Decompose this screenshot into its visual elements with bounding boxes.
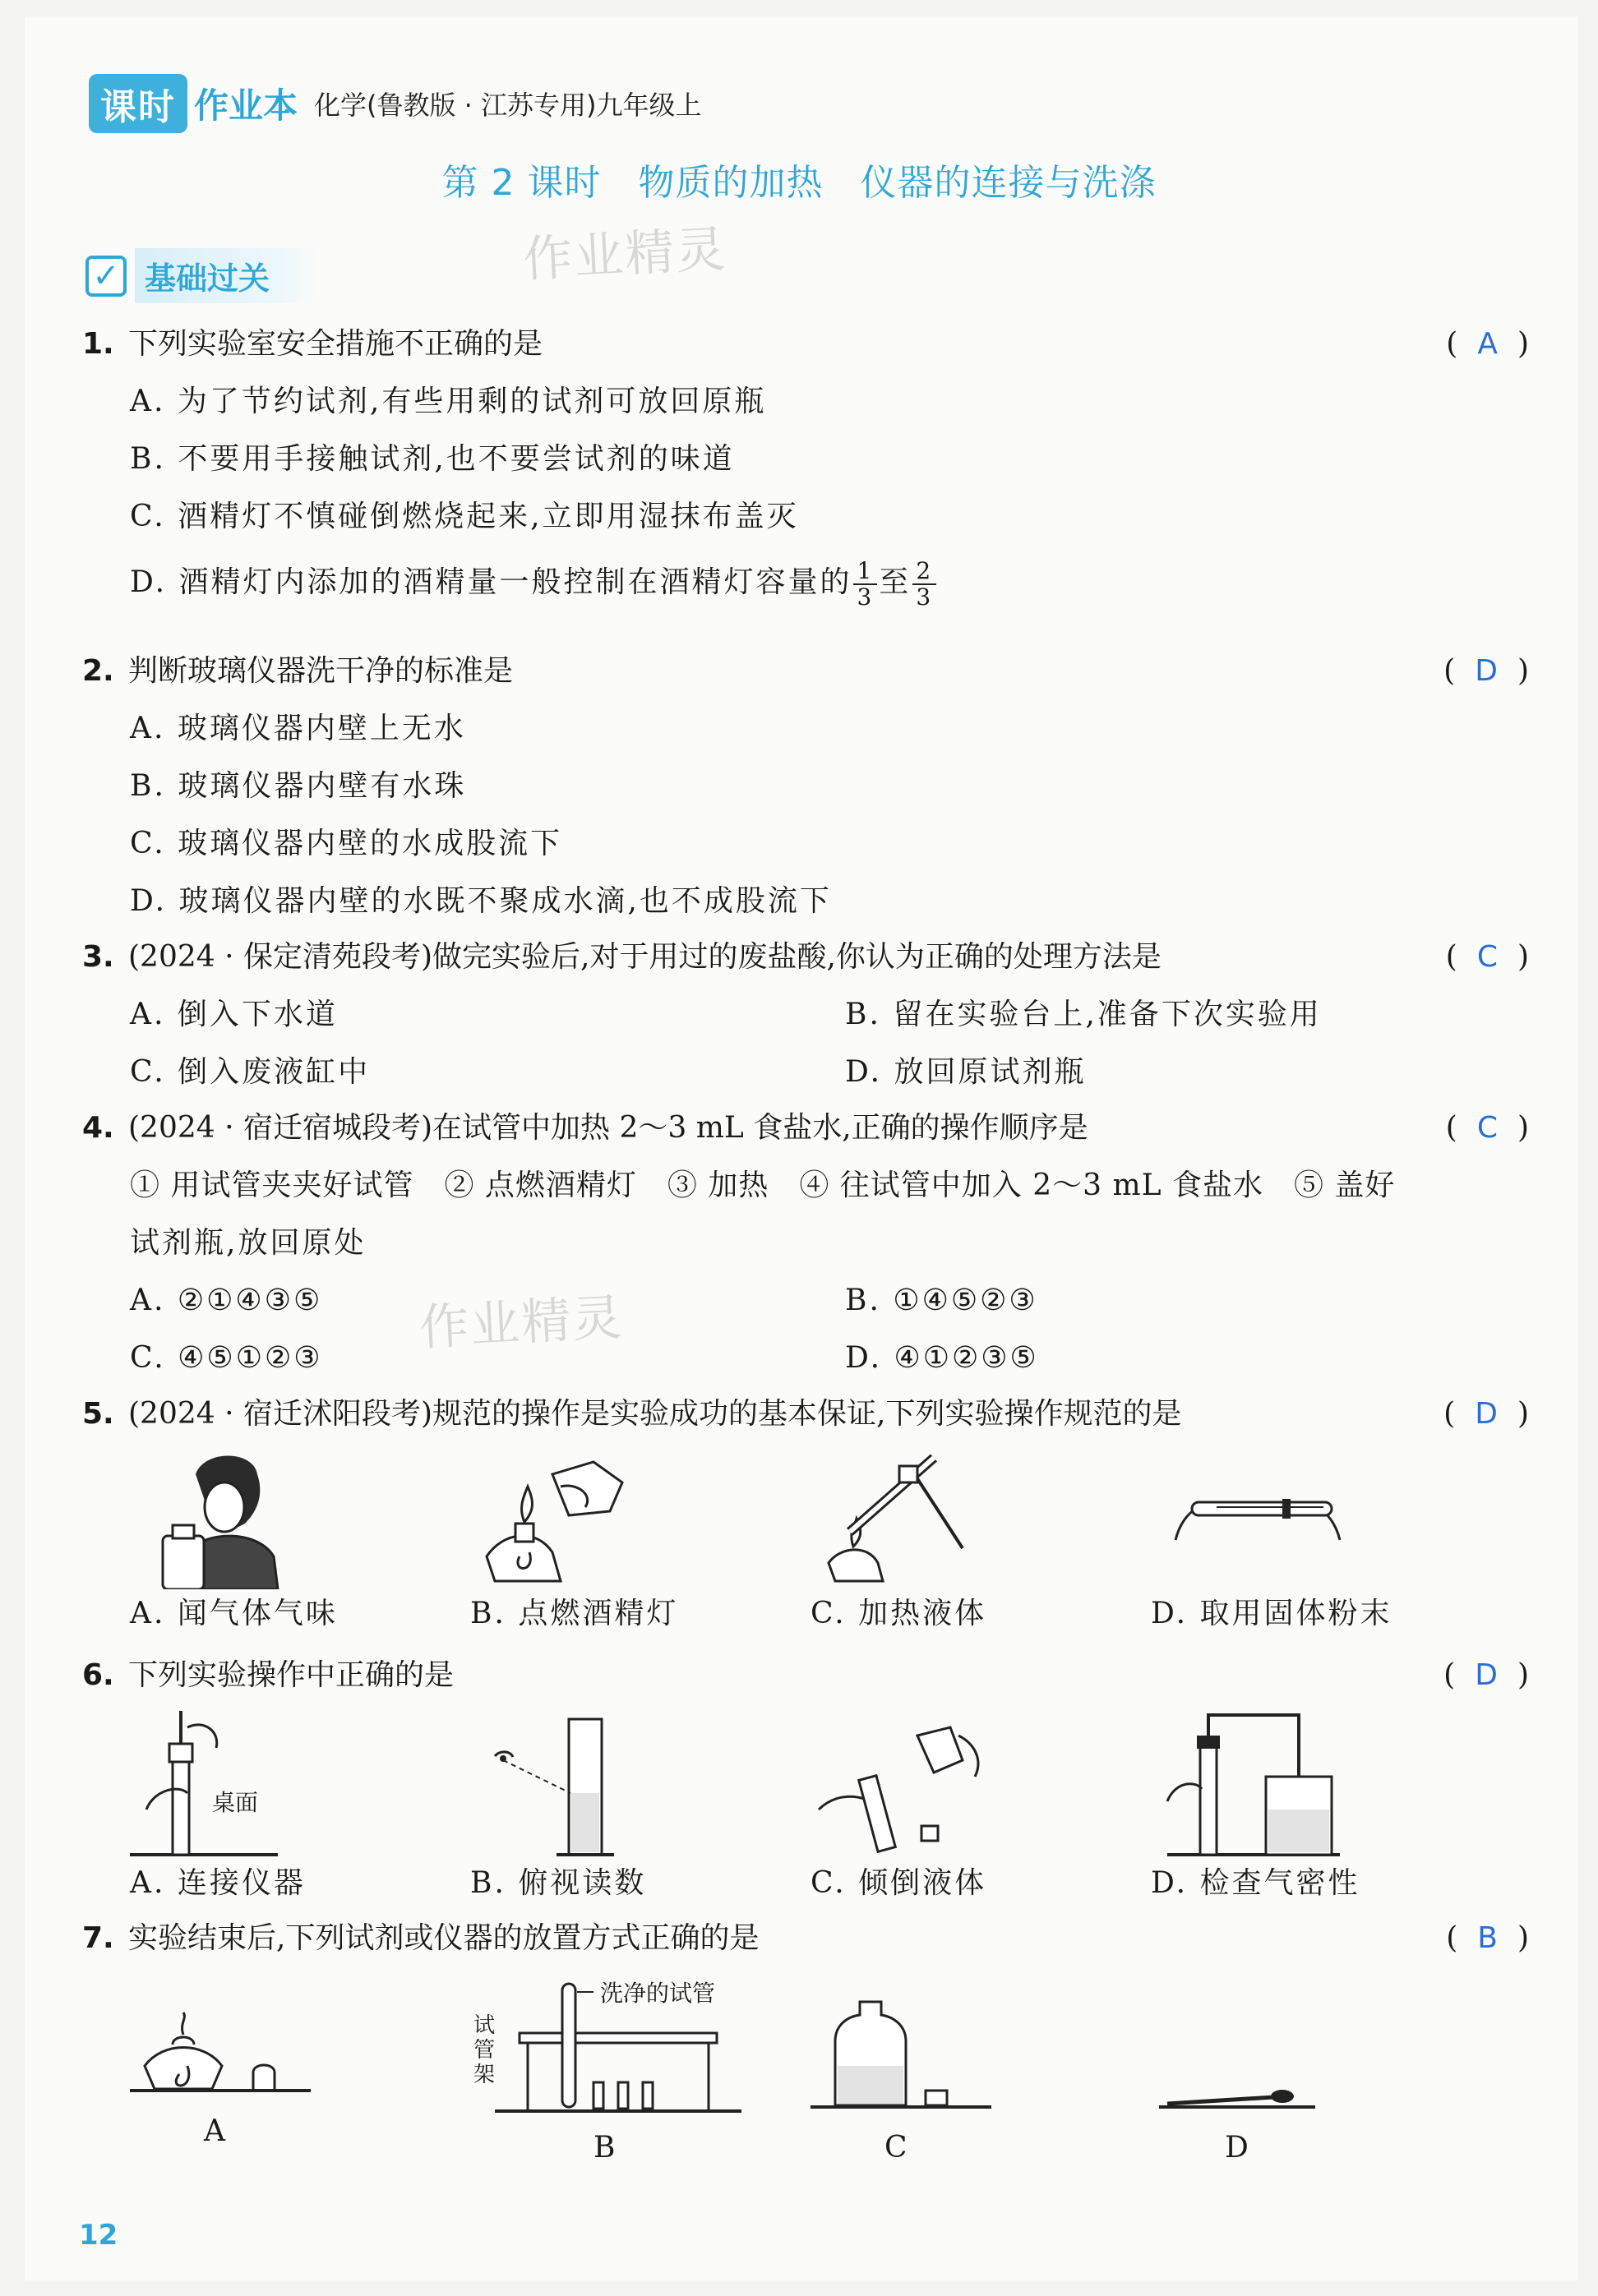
question-stem: (2024 · 宿迁宿城段考)在试管中加热 2～3 mL 食盐水,正确的操作顺序是 xyxy=(128,1111,1088,1145)
person-smelling-icon xyxy=(130,1450,294,1589)
figure-caption: A xyxy=(204,2114,225,2148)
fraction-denominator: 3 xyxy=(916,583,934,611)
option: D. ④①②③⑤ xyxy=(845,1341,1039,1375)
figure-heat-liquid xyxy=(811,1450,1151,1639)
question-5 xyxy=(82,1385,1529,1639)
question-number: 2. xyxy=(82,654,114,688)
reagent-bottle-icon xyxy=(811,1976,991,2123)
answer-bracket: ( D ) xyxy=(1443,1397,1529,1431)
fraction xyxy=(853,559,877,610)
answer-letter: A xyxy=(1477,327,1498,361)
option: B. ①④⑤②③ xyxy=(845,1284,1038,1317)
question-2 xyxy=(82,643,1529,930)
answer-letter: D xyxy=(1475,1658,1498,1692)
answer-bracket: ( C ) xyxy=(1445,1111,1529,1145)
option: D. 玻璃仪器内壁的水既不聚成水滴,也不成股流下 xyxy=(130,884,832,918)
option: A. 倒入下水道 xyxy=(130,998,338,1031)
option: C. 倒入废液缸中 xyxy=(130,1055,371,1089)
brand xyxy=(89,74,298,133)
figure-check-airtight xyxy=(1151,1711,1491,1908)
option: A. 玻璃仪器内壁上无水 xyxy=(130,712,466,745)
fraction-denominator: 3 xyxy=(857,583,875,611)
figure-reagent-bottle xyxy=(811,1976,1151,2173)
option: C. ④⑤①②③ xyxy=(130,1341,323,1375)
question-stem: 实验结束后,下列试剂或仪器的放置方式正确的是 xyxy=(128,1921,760,1955)
page-number: 12 xyxy=(79,2219,118,2252)
answer-letter: C xyxy=(1476,940,1498,974)
figure-caption: B xyxy=(593,2131,616,2165)
figure-alcohol-lamp xyxy=(130,1976,470,2173)
section-label: 基础过关 xyxy=(135,248,319,303)
option: A. ②①④③⑤ xyxy=(130,1284,323,1317)
option: A. 为了节约试剂,有些用剩的试剂可放回原瓶 xyxy=(130,385,767,418)
figure-test-tube-rack xyxy=(470,1976,811,2173)
section-tag xyxy=(85,248,319,303)
figure-caption: D xyxy=(1225,2131,1249,2165)
question-4 xyxy=(82,1100,1529,1387)
fraction-numerator: 1 xyxy=(853,559,877,585)
figure-dropper xyxy=(1151,1976,1491,2173)
figure-take-powder xyxy=(1151,1450,1491,1639)
question-stem: 判断玻璃仪器洗干净的标准是 xyxy=(128,654,514,688)
watermark: 作业精灵 xyxy=(521,220,728,289)
question-stem: (2024 · 宿迁沭阳段考)规范的操作是实验成功的基本保证,下列实验操作规范的是 xyxy=(128,1397,1182,1431)
figure-caption: D. 取用固体粉末 xyxy=(1151,1597,1392,1630)
steps-line: 试剂瓶,放回原处 xyxy=(130,1226,367,1260)
rack-label: 试管架 xyxy=(473,2013,496,2087)
alcohol-lamp-icon xyxy=(470,1450,635,1589)
option: B. 不要用手接触试剂,也不要尝试剂的味道 xyxy=(130,442,735,476)
figure-caption: B. 俯视读数 xyxy=(470,1866,647,1900)
option-text: D. 酒精灯内添加的酒精量一般控制在酒精灯容量的 xyxy=(130,565,852,599)
question-stem: 下列实验室安全措施不正确的是 xyxy=(128,327,543,361)
fraction-separator: 至 xyxy=(879,565,912,599)
answer-bracket: ( D ) xyxy=(1443,1658,1529,1692)
option: B. 玻璃仪器内壁有水珠 xyxy=(130,769,467,803)
brand-logo: 课时 xyxy=(89,74,187,133)
question-6 xyxy=(82,1647,1529,1908)
test-tube-heating-icon xyxy=(811,1450,975,1589)
question-number: 4. xyxy=(82,1111,114,1145)
pour-liquid-icon xyxy=(811,1711,991,1859)
dropper-icon xyxy=(1151,1976,1332,2123)
clean-tube-label: 洗净的试管 xyxy=(600,1980,716,2007)
powder-trough-icon xyxy=(1151,1450,1365,1589)
lesson-title: 第 2 课时 物质的加热 仪器的连接与洗涤 xyxy=(441,162,1157,204)
answer-bracket: ( A ) xyxy=(1446,327,1529,361)
subject-line: 化学(鲁教版 · 江苏专用)九年级上 xyxy=(314,90,702,121)
question-1 xyxy=(82,316,1529,620)
figure-connect-instrument xyxy=(130,1711,470,1908)
answer-letter: D xyxy=(1475,654,1498,688)
desk-label: 桌面 xyxy=(212,1789,259,1816)
option xyxy=(82,546,1513,620)
figure-smell-gas xyxy=(130,1450,470,1639)
header xyxy=(89,74,702,133)
figure-caption: C xyxy=(884,2131,908,2165)
figure-caption: A. 连接仪器 xyxy=(130,1866,306,1900)
question-stem: (2024 · 保定清苑段考)做完实验后,对于用过的废盐酸,你认为正确的处理方法是 xyxy=(128,940,1162,974)
figure-pour-liquid xyxy=(811,1711,1151,1908)
question-stem: 下列实验操作中正确的是 xyxy=(128,1658,455,1692)
option: C. 玻璃仪器内壁的水成股流下 xyxy=(130,827,563,860)
option: D. 放回原试剂瓶 xyxy=(845,1055,1087,1089)
figure-caption: B. 点燃酒精灯 xyxy=(470,1597,679,1630)
figure-caption: D. 检查气密性 xyxy=(1151,1866,1360,1900)
question-number: 7. xyxy=(82,1921,114,1955)
answer-letter: C xyxy=(1476,1111,1498,1145)
brand-text: 作业本 xyxy=(194,85,298,126)
question-number: 3. xyxy=(82,940,114,974)
fraction-numerator: 2 xyxy=(912,559,936,585)
airtightness-apparatus-icon xyxy=(1151,1711,1340,1859)
question-number: 1. xyxy=(82,327,114,361)
watermark: 作业精灵 xyxy=(418,1289,625,1358)
figure-light-lamp xyxy=(470,1450,811,1639)
fraction xyxy=(912,559,936,610)
answer-letter: B xyxy=(1477,1921,1498,1955)
question-3 xyxy=(82,929,1529,1101)
steps-line: ① 用试管夹夹好试管 ② 点燃酒精灯 ③ 加热 ④ 往试管中加入 2～3 mL 食盐水 ⑤ 盖好 xyxy=(130,1169,1396,1202)
question-number: 6. xyxy=(82,1658,114,1692)
graduated-cylinder-icon xyxy=(470,1711,635,1859)
option: B. 留在实验台上,准备下次实验用 xyxy=(845,998,1322,1031)
figure-read-volume xyxy=(470,1711,811,1908)
check-icon: ✓ xyxy=(85,256,127,297)
option: C. 酒精灯不慎碰倒燃烧起来,立即用湿抹布盖灭 xyxy=(130,500,799,533)
alcohol-lamp-icon xyxy=(130,1976,311,2107)
answer-bracket: ( D ) xyxy=(1443,654,1529,688)
answer-letter: D xyxy=(1475,1397,1498,1431)
figure-caption: C. 加热液体 xyxy=(811,1597,987,1630)
answer-bracket: ( B ) xyxy=(1446,1921,1529,1955)
answer-bracket: ( C ) xyxy=(1445,940,1529,974)
figure-caption: C. 倾倒液体 xyxy=(811,1866,987,1900)
question-number: 5. xyxy=(82,1397,114,1431)
question-7 xyxy=(82,1910,1529,2173)
figure-caption: A. 闻气体气味 xyxy=(130,1597,338,1630)
